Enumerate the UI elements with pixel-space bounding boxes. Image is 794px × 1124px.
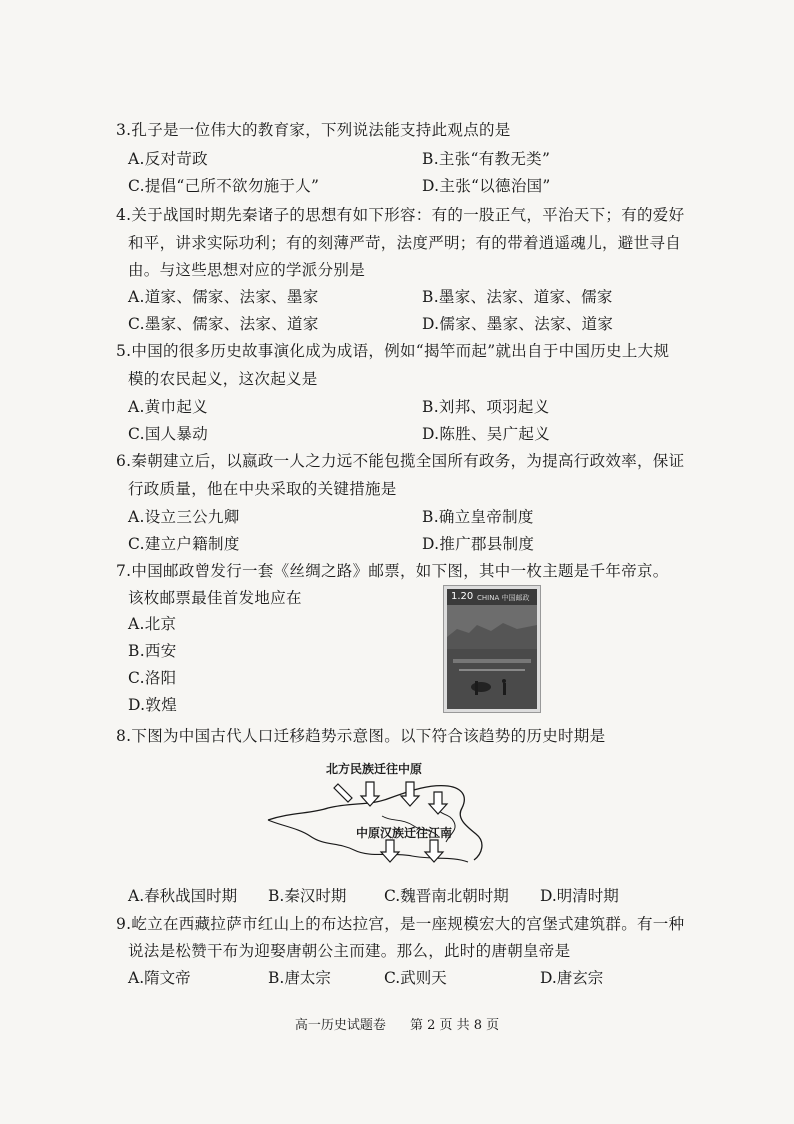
footer-page-number: 第 2 页 共 8 页: [409, 1018, 500, 1033]
footer-exam-title: 高一历史试题卷: [294, 1018, 386, 1033]
q7-option-a: A.北京: [128, 615, 177, 633]
q7-stem-line-2: 该枚邮票最佳首发地应在: [128, 589, 302, 607]
q4-option-b: B.墨家、法家、道家、儒家: [422, 288, 613, 306]
q8-option-d: D.明清时期: [540, 887, 619, 905]
q6-stem-line-1: 6.秦朝建立后，以嬴政一人之力远不能包揽全国所有政务，为提高行政效率，保证: [116, 452, 685, 470]
q9-option-a: A.隋文帝: [128, 969, 191, 987]
q8-option-b: B.秦汉时期: [268, 887, 347, 905]
q3-option-d: D.主张“以德治国”: [422, 177, 551, 195]
q4-stem-line-3: 由。与这些思想对应的学派分别是: [128, 261, 366, 279]
q4-stem-line-1: 4.关于战国时期先秦诸子的思想有如下形容：有的一股正气，平治天下；有的爱好: [116, 206, 685, 224]
q4-option-a: A.道家、儒家、法家、墨家: [128, 288, 319, 306]
q9-option-d: D.唐玄宗: [540, 969, 604, 987]
q6-option-d: D.推广郡县制度: [422, 535, 535, 553]
q4-stem-line-2: 和平，讲求实际功利；有的刻薄严苛，法度严明；有的带着逍遥魂儿，避世寻自: [128, 234, 682, 252]
q6-stem-line-2: 行政质量，他在中央采取的关键措施是: [128, 480, 397, 498]
silk-road-stamp-image: [444, 586, 540, 712]
q7-option-b: B.西安: [128, 642, 177, 660]
q9-stem-line-1: 9.屹立在西藏拉萨市红山上的布达拉宫，是一座规模宏大的宫堡式建筑群。有一种: [116, 915, 685, 933]
q5-stem-line-1: 5.中国的很多历史故事演化成为成语，例如“揭竿而起”就出自于中国历史上大规: [116, 342, 670, 360]
page-footer: [0, 1014, 794, 1033]
map-label-south: 中原汉族迁往江南: [356, 826, 453, 840]
q7-option-c: C.洛阳: [128, 669, 177, 687]
q8-option-c: C.魏晋南北朝时期: [384, 887, 509, 905]
migration-map: [262, 756, 498, 866]
q3-option-c: C.提倡“己所不欲勿施于人”: [128, 177, 320, 195]
stamp-picture: [447, 589, 537, 709]
q6-option-c: C.建立户籍制度: [128, 535, 240, 553]
q5-option-d: D.陈胜、吴广起义: [422, 425, 551, 443]
q3-option-a: A.反对苛政: [128, 150, 208, 168]
q9-option-b: B.唐太宗: [268, 969, 331, 987]
q8-option-a: A.春秋战国时期: [128, 887, 238, 905]
q7-stem-line-1: 7.中国邮政曾发行一套《丝绸之路》邮票，如下图，其中一枚主题是千年帝京。: [116, 562, 669, 580]
q5-option-a: A.黄巾起义: [128, 398, 208, 416]
q4-option-c: C.墨家、儒家、法家、道家: [128, 315, 319, 333]
q4-option-d: D.儒家、墨家、法家、道家: [422, 315, 614, 333]
q6-option-b: B.确立皇帝制度: [422, 508, 534, 526]
stamp-value: 1.20: [451, 591, 474, 602]
q3-option-b: B.主张“有教无类”: [422, 150, 551, 168]
q5-option-b: B.刘邦、项羽起义: [422, 398, 550, 416]
q8-stem: 8.下图为中国古代人口迁移趋势示意图。以下符合该趋势的历史时期是: [116, 727, 606, 745]
q5-stem-line-2: 模的农民起义，这次起义是: [128, 370, 318, 388]
q3-stem: 3.孔子是一位伟大的教育家，下列说法能支持此观点的是: [116, 121, 511, 139]
q7-option-d: D.敦煌: [128, 696, 178, 714]
q6-option-a: A.设立三公九卿: [128, 508, 240, 526]
stamp-brand: CHINA 中国邮政: [477, 594, 530, 602]
q5-option-c: C.国人暴动: [128, 425, 209, 443]
q9-stem-line-2: 说法是松赞干布为迎娶唐朝公主而建。那么，此时的唐朝皇帝是: [128, 942, 571, 960]
map-label-north: 北方民族迁往中原: [326, 762, 423, 776]
q9-option-c: C.武则天: [384, 969, 447, 987]
